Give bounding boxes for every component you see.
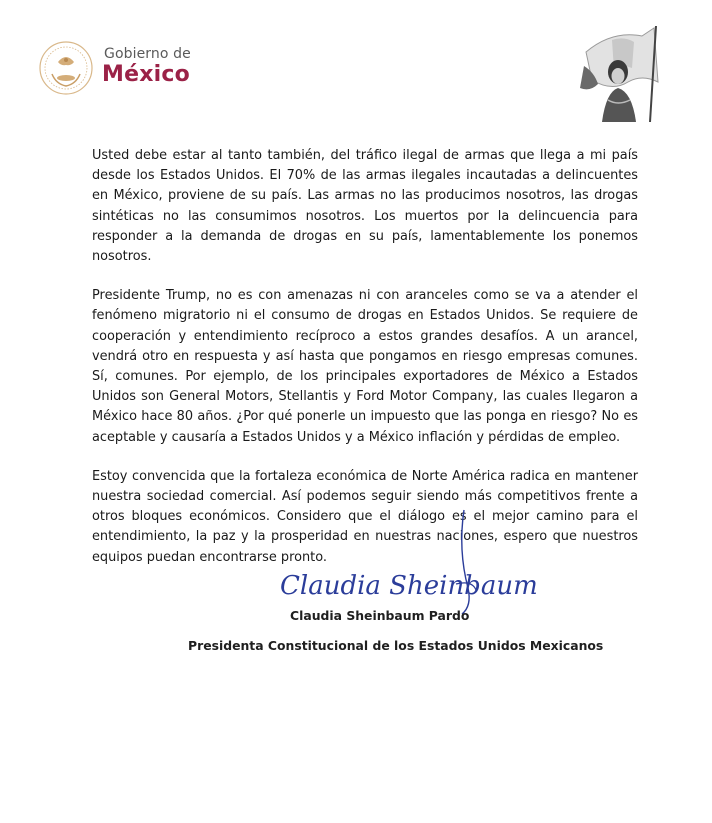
letter-paragraph: Usted debe estar al tanto también, del tráfico ilegal de armas que llega a mi país desde los Estados Unidos. El 70% de las armas ilegales incautadas a delincuentes en México, proviene de su país. Las armas no las producimos nosotros, las drogas sintéticas no las consumimos nosotros. Los muertos por la delincuencia para responder a la demanda de drogas en su país, lamentablemente los ponemos nosotros. <box>92 148 638 265</box>
signature-script: Claudia Sheinbaum <box>280 571 538 601</box>
signer-title: Presidenta Constitucional de los Estados Unidos Mexicanos <box>188 638 604 653</box>
woman-with-flag-emblem <box>572 22 664 124</box>
logo-line-gobierno: Gobierno de <box>104 46 191 62</box>
letter-paragraph: Presidente Trump, no es con amenazas ni con aranceles como se va a atender el fenómeno migratorio ni el consumo de drogas en Estados Unidos. Se requiere de cooperación y entendimiento recíproco a estos grandes desafíos. A un arancel, vendrá otro en respuesta y así hasta que pongamos en riesgo empresas comunes. Sí, comunes. Por ejemplo, de los principales exportadores de México a Estados Unidos son General Motors, Stellantis y Ford Motor Company, las cuales llegaron a México hace 80 años. ¿Por qué ponerle un impuesto que las ponga en riesgo? No es aceptable y causaría a Estados Unidos y a México inflación y pérdidas de empleo. <box>92 288 638 445</box>
letter-paragraph: Estoy convencida que la fortaleza económica de Norte América radica en mantener nuestra sociedad comercial. Así podemos seguir siendo más competitivos frente a otros bloques económicos. Considero que el diálogo es el mejor camino para el entendimiento, la paz y la prosperidad en nuestras naciones, espero que nuestros equipos puedan encontrarse pronto. <box>92 468 638 565</box>
gobierno-de-mexico-logo <box>38 36 208 98</box>
signer-name: Claudia Sheinbaum Pardo <box>290 608 470 623</box>
logo-line-mexico: México <box>102 62 190 87</box>
handwritten-signature <box>272 510 538 620</box>
coat-of-arms-icon <box>38 40 94 96</box>
